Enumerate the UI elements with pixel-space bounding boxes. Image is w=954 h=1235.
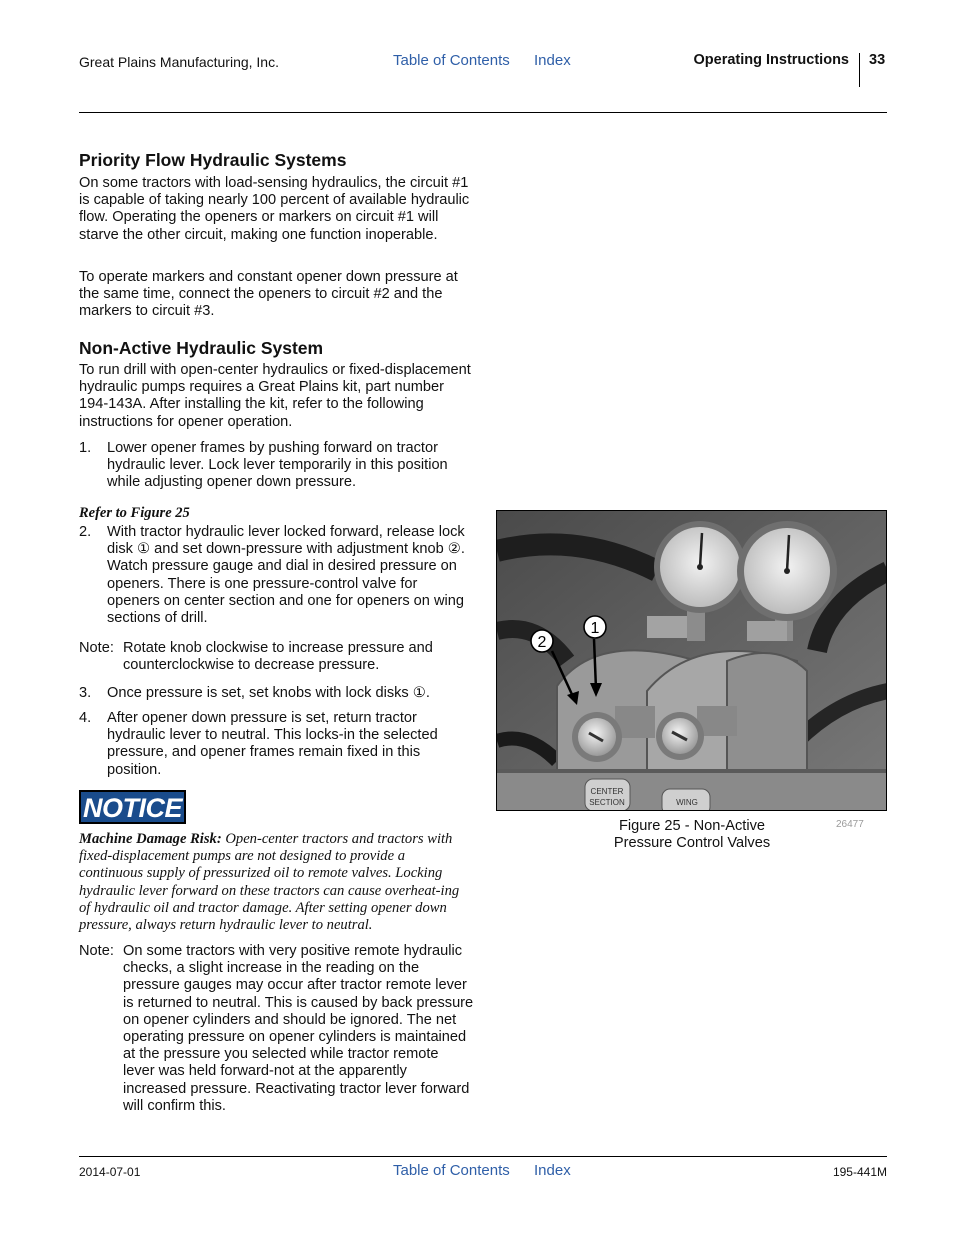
step-2-text: With tractor hydraulic lever locked forward, release lock disk ① and set down-pressure with adjustment knob ②. Watch pressure gauge and dial in desired pressure on openers. There is one pressure-control valve for openers on center section and one for openers on wing sections of drill.	[107, 524, 465, 627]
footer-index-link[interactable]: Index	[534, 1162, 571, 1179]
figure-25-photo	[496, 510, 887, 811]
step-2-number: 2.	[79, 524, 92, 540]
step-1-text: Lower opener frames by pushing forward on tractor hydraulic lever. Lock lever temporarily in this position while adjusting opener down pressure.	[107, 440, 448, 491]
footer-doc-number: 195-441M	[832, 1165, 887, 1179]
pressure-valves-illustration	[497, 511, 887, 811]
step-3	[79, 685, 474, 702]
callout-1-label: 1	[590, 620, 600, 637]
figure-image-number: 26477	[836, 819, 864, 830]
priority-flow-paragraph-1: On some tractors with load-sensing hydraulics, the circuit #1 is capable of taking nearly 100 percent of available hydraulic flow. Operating the openers or markers on circuit #1 will starve the other circuit, making one function inoperable.	[79, 175, 470, 243]
plate-center-line-1: CENTER	[590, 787, 624, 796]
callout-2-label: 2	[537, 634, 547, 651]
step-3-number: 3.	[79, 685, 92, 701]
header-rule	[79, 112, 887, 113]
refer-to-figure: Refer to Figure 25	[79, 505, 190, 521]
header-index-link[interactable]: Index	[534, 52, 571, 69]
note-back-pressure	[79, 943, 474, 1115]
notice-badge	[79, 790, 186, 824]
step-4-text: After opener down pressure is set, return tractor hydraulic lever to neutral. This locks-in the selected pressure, and opener frames remain fixed in this position.	[107, 710, 438, 778]
note-1-label: Note:	[79, 640, 114, 656]
note-2-label: Note:	[79, 943, 114, 959]
figure-caption	[592, 818, 792, 852]
non-active-paragraph: To run drill with open-center hydraulics or fixed-displacement hydraulic pumps requires a Great Plains kit, part number 194-143A. After installing the kit, refer to the following instructions for opener operation.	[79, 362, 471, 430]
step-4	[79, 710, 474, 779]
step-4-number: 4.	[79, 710, 92, 726]
step-1-number: 1.	[79, 440, 92, 456]
notice-body: Open-center tractors and tractors with fixed-displacement pumps are not designed to provide a continuous supply of pressurized oil to remote valves. Locking hydraulic lever forward on these tractors can cause overheat-ing of hydraulic oil and tractor damage. After setting opener down pressure, always return hydraulic lever to neutral.	[79, 831, 460, 934]
note-rotate-knob	[79, 640, 474, 674]
plate-center-line-2: SECTION	[589, 798, 625, 807]
notice-text	[79, 831, 471, 934]
priority-flow-heading: Priority Flow Hydraulic Systems	[79, 150, 347, 170]
footer-toc-link[interactable]: Table of Contents	[393, 1162, 510, 1179]
figure-caption-line-2: Pressure Control Valves	[613, 835, 771, 852]
step-1	[79, 440, 474, 492]
non-active-heading: Non-Active Hydraulic System	[79, 338, 324, 358]
note-1-text: Rotate knob clockwise to increase pressure and counterclockwise to decrease pressure.	[123, 640, 433, 674]
footer-date: 2014-07-01	[79, 1165, 141, 1179]
company-name: Great Plains Manufacturing, Inc.	[79, 54, 279, 70]
figure-caption-line-1: Figure 25 - Non-Active	[619, 818, 765, 834]
step-3-text: Once pressure is set, set knobs with lock disks ①.	[107, 685, 430, 701]
section-title: Operating Instructions	[693, 52, 849, 68]
notice-badge-label: NOTICE	[82, 793, 182, 823]
notice-lead: Machine Damage Risk:	[79, 831, 222, 847]
priority-flow-paragraph-2: To operate markers and constant opener down pressure at the same time, connect the openers to circuit #2 and the markers to circuit #3.	[79, 269, 458, 320]
step-2	[79, 524, 474, 627]
plate-wing: WING	[676, 798, 698, 807]
header-toc-link[interactable]: Table of Contents	[393, 52, 510, 69]
footer-rule	[79, 1156, 887, 1157]
note-2-text: On some tractors with very positive remote hydraulic checks, a slight increase in the reading on the pressure gauges may occur after tractor remote lever is returned to neutral. This is caused by back pressure on opener cylinders and should be ignored. The net operating pressure on opener cylinders is maintained at the pressure you selected while tractor remote lever was held forward-not at the apparently increased pressure. Reactivating tractor lever forward will confirm this.	[123, 943, 474, 1114]
header-divider	[859, 53, 860, 87]
page-number: 33	[869, 52, 886, 68]
